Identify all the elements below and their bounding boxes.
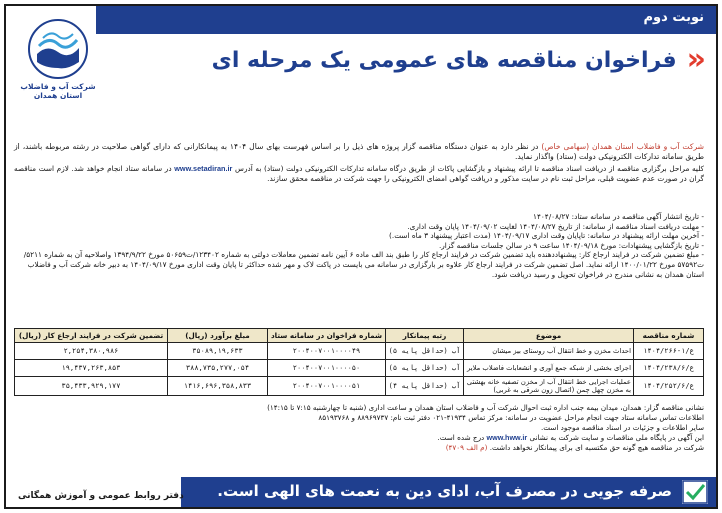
- tender-estimate: ۳۸۸,۷۳۵,۲۷۷,۰۵۴: [168, 360, 268, 377]
- checkbox-check-icon: [682, 480, 708, 504]
- process-text-after: در سامانه ستاد انجام خواهد شد. لازم است مناقصه گران در صورت عدم عضویت قبلی، مراحل ثبت نام در سایت مذکور و دریافت گواهی امضای الکترونیکی را جهت شرکت در مناقصه محقق سازند.: [14, 164, 704, 183]
- footer-notes: [14, 403, 704, 453]
- publication-note: [14, 433, 704, 443]
- pr-office-label: دفتر روابط عمومی و آموزش همگانی: [18, 491, 184, 501]
- title-row: [106, 42, 706, 78]
- table-row: [15, 360, 704, 377]
- process-text-before: کلیه مراحل برگزاری مناقصه از دریافت اسناد مناقصه تا ارائه پیشنهاد و بازگشایی پاکات از طریق درگاه سامانه تدارکات الکترونیکی دولت (ستاد) به آدرس: [235, 164, 705, 173]
- tender-estimate: ۳۵۰۸۹,۱۹,۶۳۳: [168, 343, 268, 360]
- edition-label: نوبت دوم: [643, 10, 704, 25]
- org-logo: [14, 14, 102, 118]
- tender-number: ع/۱۴۰۴/۲۵۲/۶: [634, 377, 704, 396]
- list-item: - تاریخ انتشار آگهی مناقصه در سامانه ستاد: ۱۴۰۴/۰۸/۲۷: [533, 212, 704, 221]
- double-chevron-icon: «: [686, 42, 706, 77]
- tender-number: ع/۱۴۰۴/۲۳۸/۶: [634, 360, 704, 377]
- tender-rank: آب (حداقل پایه ۵): [386, 360, 464, 377]
- list-item: - مهلت دریافت اسناد مناقصه از سامانه: از تاریخ ۱۴۰۴/۰۸/۲۷ لغایت ۱۴۰۴/۰۹/۰۲ پایان وقت اداری.: [407, 221, 704, 231]
- col-number-header: شماره مناقصه: [634, 329, 704, 343]
- tenders-table: [14, 328, 704, 396]
- tender-setad-no: ۲۰۰۴۰۰۷۰۰۱۰۰۰۰۵۱: [268, 377, 386, 396]
- publication-text-before: این آگهی در پایگاه ملی مناقصات و سایت شرکت به نشانی: [529, 433, 704, 442]
- table-row: [15, 377, 704, 396]
- rights-text: شرکت در مناقصه هیچ گونه حق مکتسبه ای برای پیمانکار نخواهد داشت.: [489, 443, 704, 452]
- org-highlight: شرکت آب و فاضلاب استان همدان (سهامی خاص): [541, 142, 705, 151]
- tender-guarantee: ۲,۲۵۴,۳۸۰,۹۸۶: [15, 343, 168, 360]
- col-guarantee-header: تضمین شرکت در فرایند ارجاع کار (ریال): [15, 329, 168, 343]
- table-row: [15, 343, 704, 360]
- page-title: فراخوان مناقصه های عمومی یک مرحله ای: [211, 47, 677, 73]
- header-strip: [96, 6, 716, 34]
- tender-number: ع/۱-۱۴۰۴/۲۶۶: [634, 343, 704, 360]
- notice-frame: [4, 4, 718, 509]
- col-setad-header: شماره فراخوان در سامانه ستاد: [268, 329, 386, 343]
- setad-link[interactable]: www.setadiran.ir: [174, 164, 233, 173]
- tender-rank: آب (حداقل پایه ۴): [386, 377, 464, 396]
- tender-guarantee: ۱۹,۴۳۷,۲۶۳,۸۵۳: [15, 360, 168, 377]
- tender-setad-no: ۲۰۰۴۰۰۷۰۰۱۰۰۰۰۴۹: [268, 343, 386, 360]
- tender-setad-no: ۲۰۰۴۰۰۷۰۰۱۰۰۰۰۵۰: [268, 360, 386, 377]
- rights-note: [14, 443, 704, 453]
- contact-note: اطلاعات تماس سامانه ستاد جهت انجام مراحل عضویت در سامانه: مرکز تماس ۴۱۹۳۴-۰۲۱ دفتر ثبت نام: ۸۸۹۶۹۷۳۷ و ۸۵۱۹۳۷۶۸: [318, 413, 704, 422]
- list-item: - تاریخ بازگشایی پیشنهادات: مورخ ۱۴۰۴/۰۹/۱۸ ساعت ۹ در سالن جلسات مناقصه گزار.: [438, 240, 704, 250]
- publication-text-after: درج شده است.: [437, 433, 485, 442]
- intro-text: در نظر دارد به عنوان دستگاه مناقصه گزار پروژه های ذیل را بر اساس فهرست بهای سال ۱۴۰۴ به پیمانکارانی که دارای گواهی صلاحیت در رشته مربوطه باشند، از طریق سامانه تدارکات الکترونیکی دولت (ستاد) واگذار نماید.: [14, 142, 704, 161]
- intro-paragraph: [14, 142, 704, 162]
- list-item: - آخرین مهلت ارائه پیشنهاد در سامانه: تاپایان وقت اداری ۱۴۰۴/۰۹/۱۷ (مدت اعتبار پیشنهاد ۳ ماه است.): [389, 231, 704, 241]
- details-note: سایر اطلاعات و جزئیات در اسناد مناقصه موجود است.: [541, 423, 704, 432]
- address-note: نشانی مناقصه گزار: همدان، میدان بیمه جنب اداره ثبت احوال شرکت آب و فاضلاب استان همدان و ساعت اداری (شنبه تا چهارشنبه ۷:۱۵ تا ۱۴:۱۵): [267, 403, 704, 412]
- tender-estimate: ۱۴۱۶,۶۹۶,۳۵۸,۸۳۳: [168, 377, 268, 396]
- table-header-row: [15, 329, 704, 343]
- list-item: - مبلغ تضمین شرکت در فرایند ارجاع کار: پیشنهاددهنده باید تضمین شرکت در فرایند ارجاع کار را طبق بند الف ماده ۶ آیین نامه تضمین معاملات دولتی به شماره ۱۲۳۴۰۲/ت۵۰۶۵۹ مورخ ۱۳۹۴/۹/۲۲ واصلاحیه آن به شماره ۵۲۱۱/ت۵۷۵۹۲ مورخ ۱۴۰۰/۰۱/۲۲ ارائه نماید. اصل تضمین شرکت در فرایند ارجاع کار علاوه بر بارگزاری در سامانه می بایست در پاکت لاک و مهر شده حداکثر تا پایان وقت اداری مورخ ۱۴۰۴/۰۹/۱۷ به دبیر خانه شرکت آب و فاضلاب استان همدان به نشانی مندرج در فراخوان تحویل و رسید دریافت شود.: [23, 250, 704, 279]
- tender-subject: اجرای بخشی از شبکه جمع آوری و انشعابات فاضلاب ملایر: [464, 360, 634, 377]
- ad-code: (م الف ۴۷۰۹): [445, 443, 488, 452]
- tender-rank: آب (حداقل پایه ۵): [386, 343, 464, 360]
- tender-subject: احداث مخزن و خط انتقال آب روستای بیز میشان: [464, 343, 634, 360]
- org-name: شرکت آب و فاضلاب استان همدان: [20, 82, 96, 100]
- col-subject-header: موضوع: [464, 329, 634, 343]
- col-rank-header: رتبه پیمانکار: [386, 329, 464, 343]
- process-paragraph: [14, 164, 704, 183]
- tender-subject: عملیات اجرایی خط انتقال آب از مخزن تصفیه خانه بهشتی به مخزن چهل چمن (اتصال زون شرقی به غربی): [464, 377, 634, 396]
- dates-list: [14, 212, 704, 279]
- col-estimate-header: مبلغ برآورد (ریال): [168, 329, 268, 343]
- tender-guarantee: ۳۵,۴۳۳,۹۲۹,۱۷۷: [15, 377, 168, 396]
- company-site-link[interactable]: www.hww.ir: [486, 433, 528, 442]
- slogan-text: صرفه جویی در مصرف آب، ادای دین به نعمت های الهی است.: [217, 482, 672, 500]
- water-drop-logo-icon: [27, 18, 89, 80]
